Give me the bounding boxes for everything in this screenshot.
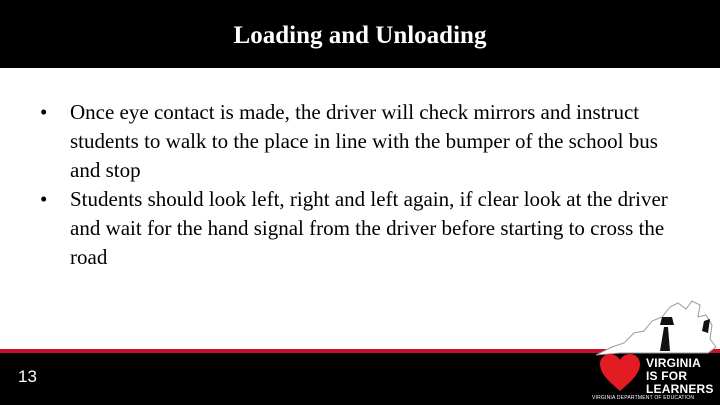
logo-department-text: VIRGINIA DEPARTMENT OF EDUCATION <box>592 395 695 401</box>
bullet-item <box>40 185 690 272</box>
bullet-text: Once eye contact is made, the driver will check mirrors and instruct students to walk to the place in line with the bumper of the school bus and stop <box>70 100 658 182</box>
bullet-icon: • <box>40 187 48 211</box>
logo-text-line-2: IS FOR <box>646 369 688 383</box>
virginia-is-for-learners-logo <box>590 295 720 405</box>
bullet-icon: • <box>40 100 48 124</box>
slide-title: Loading and Unloading <box>233 22 487 49</box>
title-bar <box>0 0 720 68</box>
heart-icon <box>598 353 642 393</box>
bullet-text: Students should look left, right and left again, if clear look at the driver and wait for the hand signal from the driver before starting to cross the road <box>70 187 668 269</box>
bullet-list <box>40 98 690 272</box>
logo-text-line-3: LEARNERS <box>646 382 714 396</box>
page-number: 13 <box>18 367 37 386</box>
logo-text-line-1: VIRGINIA <box>646 356 701 370</box>
bullet-item <box>40 98 690 185</box>
